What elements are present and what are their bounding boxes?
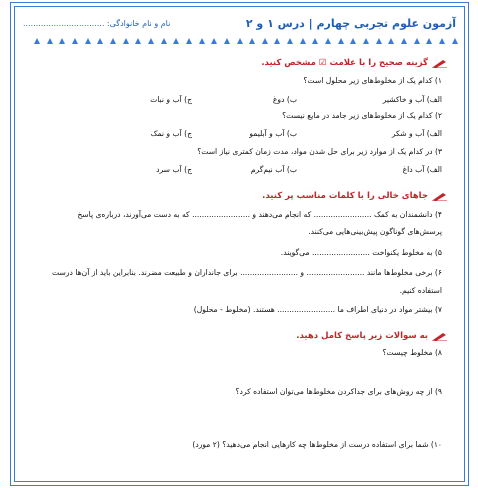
option-b[interactable]: ب) آب نیم‌گرم: [250, 165, 297, 174]
option-b[interactable]: ب) دوغ: [272, 95, 297, 104]
option-c[interactable]: ج) آب و نبات: [150, 95, 192, 104]
triangle-ornament: [414, 38, 420, 44]
option-c[interactable]: ج) آب و نمک: [150, 129, 192, 138]
pen-icon: [432, 191, 448, 201]
section-heading-open-questions: [296, 331, 448, 341]
triangle-ornament: [452, 38, 458, 44]
question-3: ۳) در کدام یک از موارد زیر برای حل شدن مواد، مدت زمان کمتری نیاز است؟: [197, 147, 442, 156]
question-4-line-2: پرسش‌های گوناگون پیش‌بینی‌هایی می‌کنند.: [308, 227, 442, 236]
triangle-ornament: [161, 38, 167, 44]
triangle-ornament: [199, 38, 205, 44]
pen-icon: [432, 58, 448, 68]
triangle-ornament: [312, 38, 318, 44]
triangle-ornament: [110, 38, 116, 44]
section-heading-multiple-choice: [261, 58, 448, 68]
triangle-ornament: [173, 38, 179, 44]
question-8: ۸) مخلوط چیست؟: [382, 348, 442, 357]
section-title: گزینه صحیح را با علامت ☑ مشخص کنید.: [261, 58, 428, 68]
triangle-ornament: [186, 38, 192, 44]
question-7: ۷) بیشتر مواد در دنیای اطراف ما ........................ هستند. (مخلوط - محلول): [193, 305, 442, 314]
triangle-ornament: [123, 38, 129, 44]
triangle-ornament: [376, 38, 382, 44]
question-5: ۵) به مخلوط یکنواخت ........................ می‌گویند.: [280, 248, 442, 257]
exam-header: [23, 13, 456, 33]
triangle-ornament: [211, 38, 217, 44]
section-title: به سوالات زیر پاسخ کامل دهید.: [296, 331, 428, 341]
option-a[interactable]: الف) آب داغ: [402, 165, 442, 174]
option-a[interactable]: الف) آب و خاکشیر: [382, 95, 442, 104]
triangle-ornament: [388, 38, 394, 44]
triangle-ornament: [59, 38, 65, 44]
triangle-ornament: [47, 38, 53, 44]
triangle-ornament: [439, 38, 445, 44]
triangle-ornament: [426, 38, 432, 44]
option-a[interactable]: الف) آب و شکر: [391, 129, 442, 138]
triangle-ornament: [34, 38, 40, 44]
question-4-line-1: ۴) دانشمندان به کمک ........................ که انجام می‌دهند و ........................ که به دست می‌آورند، درباره‌ی پاسخ: [77, 210, 442, 219]
triangle-ornament: [97, 38, 103, 44]
triangle-ornament: [287, 38, 293, 44]
student-name-field: نام و نام خانوادگی: ................................: [23, 18, 171, 28]
triangle-ornament: [148, 38, 154, 44]
triangle-ornament: [237, 38, 243, 44]
question-6-line-2: استفاده کنیم.: [399, 286, 442, 295]
triangle-ornament: [363, 38, 369, 44]
question-9: ۹) از چه روش‌های برای جداکردن مخلوط‌ها می‌توان استفاده کرد؟: [235, 387, 442, 396]
decorative-triangle-row: [34, 38, 458, 46]
question-10: ۱۰) شما برای استفاده درست از مخلوط‌ها چه کارهایی انجام می‌دهید؟ (۲ مورد): [192, 440, 442, 449]
triangle-ornament: [72, 38, 78, 44]
option-c[interactable]: ج) آب سرد: [156, 165, 192, 174]
option-b[interactable]: ب) آب و آبلیمو: [249, 129, 297, 138]
exam-title: آزمون علوم تجربی چهارم | درس ۱ و ۲: [245, 16, 456, 30]
pen-icon: [432, 331, 448, 341]
triangle-ornament: [401, 38, 407, 44]
triangle-ornament: [224, 38, 230, 44]
triangle-ornament: [249, 38, 255, 44]
triangle-ornament: [85, 38, 91, 44]
section-title: جاهای خالی را با کلمات مناسب پر کنید.: [262, 191, 428, 201]
section-heading-fill-blanks: [262, 191, 448, 201]
question-2: ۲) کدام یک از مخلوط‌های زیر جامد در مایع نیست؟: [282, 111, 442, 120]
triangle-ornament: [338, 38, 344, 44]
triangle-ornament: [350, 38, 356, 44]
question-6-line-1: ۶) برخی مخلوط‌ها مانند ........................ و ........................ برای جانداران و طبیعت مضرند. بنابراین باید از آن‌ها درست: [52, 268, 442, 277]
triangle-ornament: [274, 38, 280, 44]
triangle-ornament: [262, 38, 268, 44]
triangle-ornament: [325, 38, 331, 44]
question-1: ۱) کدام یک از مخلوط‌های زیر محلول است؟: [303, 76, 442, 85]
triangle-ornament: [135, 38, 141, 44]
triangle-ornament: [300, 38, 306, 44]
